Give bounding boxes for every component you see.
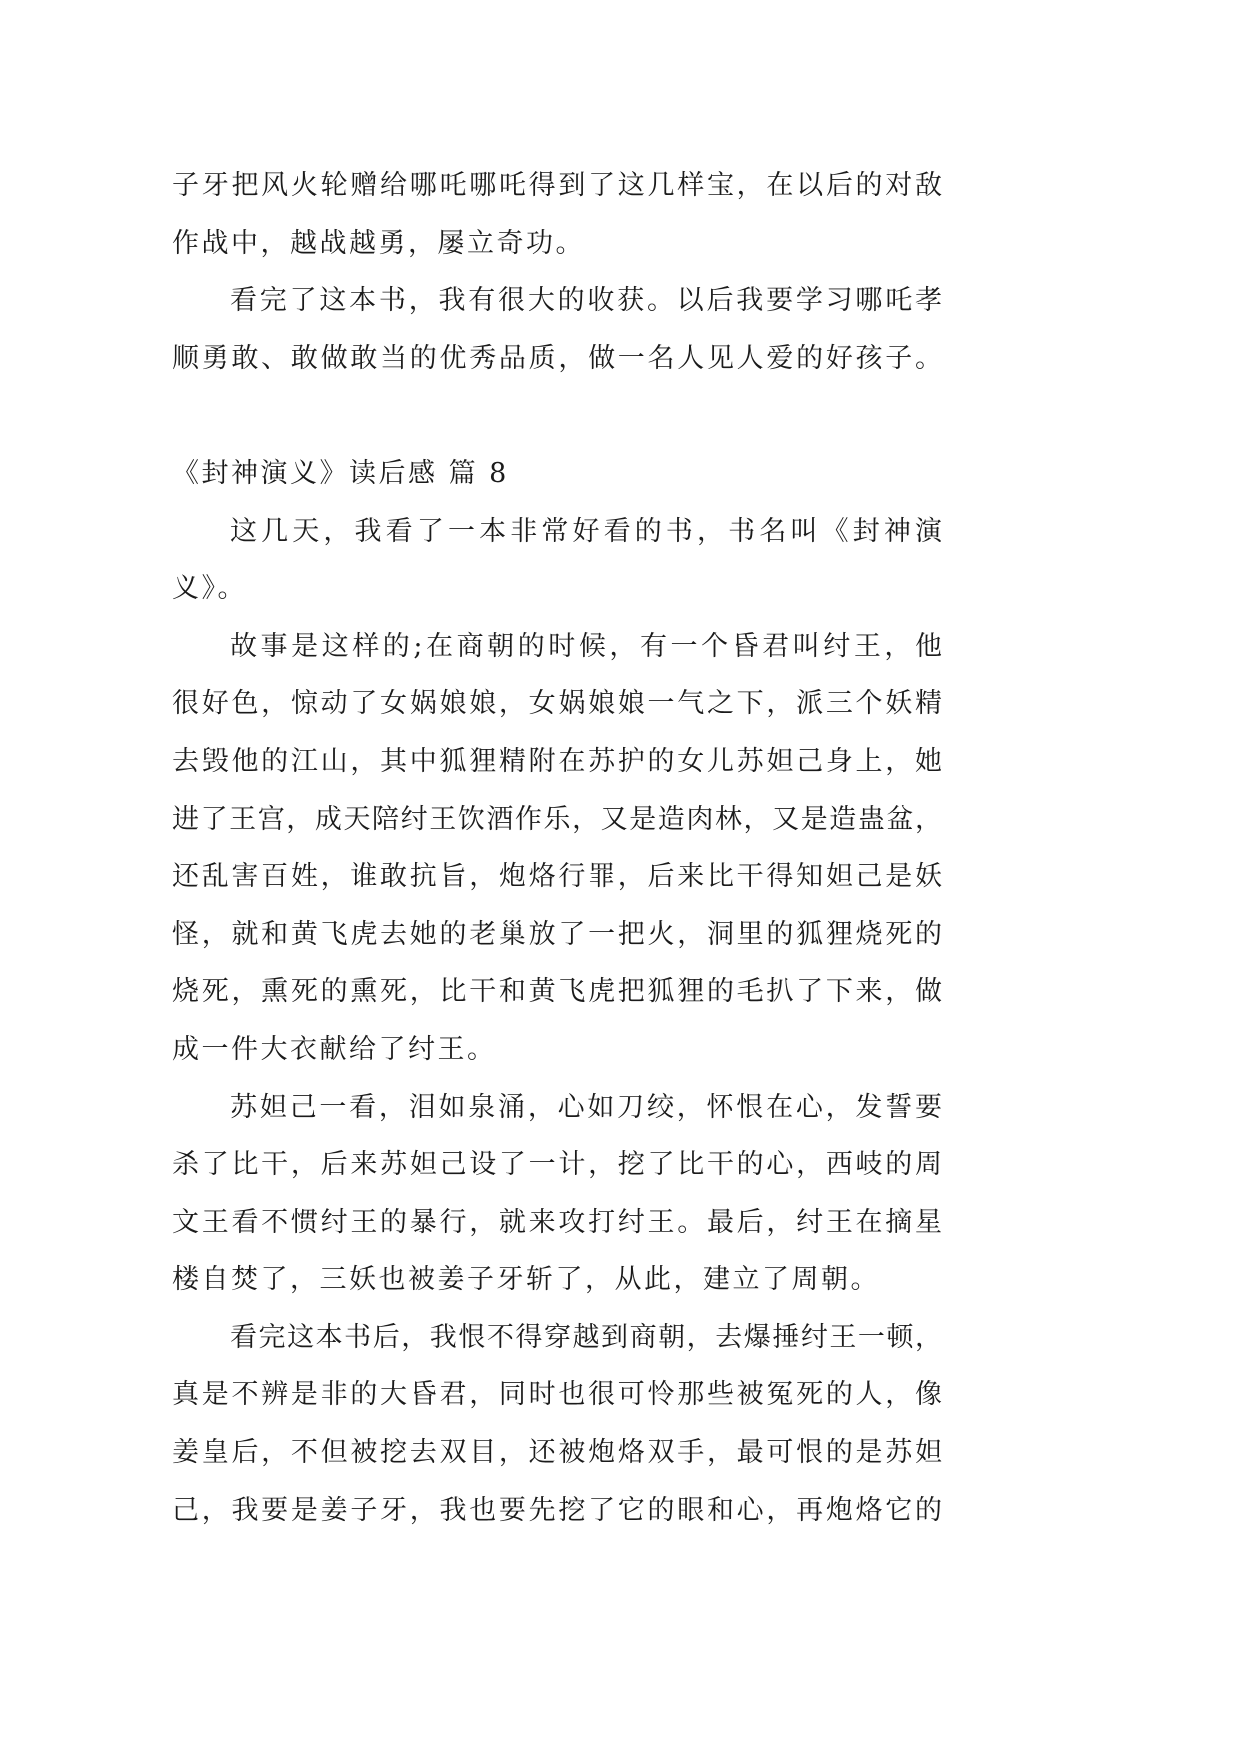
- text-line: 看完这本书后，我恨不得穿越到商朝，去爆捶纣王一顿，: [230, 1321, 942, 1353]
- text-line: 楼自焚了，三妖也被姜子牙斩了，从此，建立了周朝。: [172, 1264, 880, 1296]
- paragraph: [172, 272, 942, 387]
- text-line: 作战中，越战越勇，屡立奇功。: [172, 227, 585, 259]
- paragraph: [172, 157, 942, 272]
- text-line: 顺勇敢、敢做敢当的优秀品质，做一名人见人爱的好孩子。: [172, 342, 942, 374]
- text-line: 子牙把风火轮赠给哪吒哪吒得到了这几样宝，在以后的对敌: [172, 170, 942, 201]
- section-spacer: [172, 387, 942, 445]
- paragraph: [172, 503, 942, 618]
- text-line: 姜皇后，不但被挖去双目，还被炮烙双手，最可恨的是苏妲: [172, 1437, 942, 1469]
- text-line: 这几天，我看了一本非常好看的书，书名叫《封神演: [230, 515, 942, 547]
- text-line: 真是不辨是非的大昏君，同时也很可怜那些被冤死的人，像: [172, 1379, 942, 1411]
- text-line: 杀了比干，后来苏妲己设了一计，挖了比干的心，西岐的周: [172, 1149, 942, 1181]
- text-line: 很好色，惊动了女娲娘娘，女娲娘娘一气之下，派三个妖精: [172, 688, 942, 720]
- text-line: 义》。: [172, 573, 247, 605]
- text-line: 还乱害百姓，谁敢抗旨，炮烙行罪，后来比干得知妲己是妖: [172, 861, 942, 893]
- paragraph: [172, 618, 942, 1079]
- text-line: 进了王宫，成天陪纣王饮酒作乐，又是造肉林，又是造蛊盆，: [172, 803, 942, 835]
- paragraph: [172, 1309, 942, 1539]
- text-line: 苏妲己一看，泪如泉涌，心如刀绞，怀恨在心，发誓要: [230, 1091, 942, 1123]
- text-line: 烧死，熏死的熏死，比干和黄飞虎把狐狸的毛扒了下来，做: [172, 976, 942, 1008]
- text-line: 己，我要是姜子牙，我也要先挖了它的眼和心，再炮烙它的: [172, 1494, 942, 1526]
- text-line: 故事是这样的;在商朝的时候，有一个昏君叫纣王，他: [230, 630, 942, 662]
- text-line: 怪，就和黄飞虎去她的老巢放了一把火，洞里的狐狸烧死的: [172, 918, 942, 950]
- document-body: [172, 157, 942, 1539]
- text-line: 文王看不惯纣王的暴行，就来攻打纣王。最后，纣王在摘星: [172, 1206, 942, 1238]
- text-line: 看完了这本书，我有很大的收获。以后我要学习哪吒孝: [230, 285, 942, 317]
- paragraph: [172, 1079, 942, 1309]
- text-line: 成一件大衣献给了纣王。: [172, 1033, 497, 1065]
- text-line: 去毁他的江山，其中狐狸精附在苏护的女儿苏妲己身上，她: [172, 745, 942, 777]
- section-title: 《封神演义》读后感 篇 8: [172, 457, 509, 489]
